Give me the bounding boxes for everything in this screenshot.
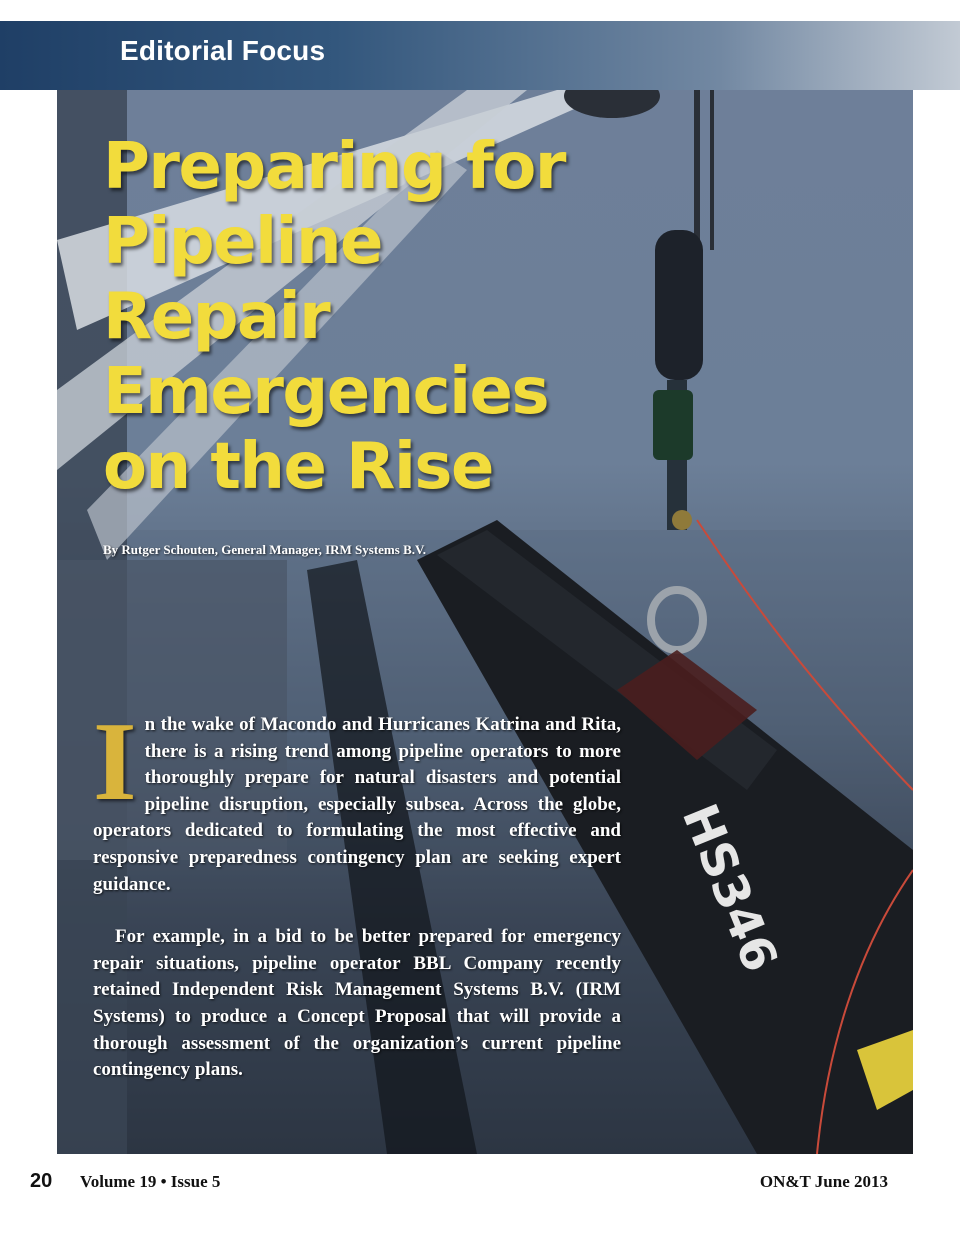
cover-photo [57, 90, 913, 1154]
article-title [103, 130, 565, 505]
volume-issue: Volume 19 • Issue 5 [80, 1172, 221, 1191]
title-line: Pipeline [103, 205, 382, 279]
section-title: Editorial Focus [120, 35, 326, 66]
byline: By Rutger Schouten, General Manager, IRM Systems B.V. [103, 542, 426, 557]
paragraph-2: For example, in a bid to be better prepared for emergency repair situations, pipeline operator BBL Company recently retained Independent Risk Management Systems B.V. (IRM Systems) to produce a Concept Proposal that will provide a thorough assessment of the organization’s current pipeline contingency plans. [93, 926, 621, 1081]
title-line: Preparing for [103, 130, 565, 204]
title-line: Repair [103, 280, 330, 354]
drop-cap: I [93, 700, 137, 824]
paragraph-1 [93, 700, 621, 898]
page-number: 20 [30, 1170, 53, 1192]
pipe-marking: HS346 [670, 796, 789, 980]
title-line: Emergencies [103, 355, 549, 429]
article-body [93, 700, 621, 1084]
title-line: on the Rise [103, 430, 493, 504]
section-banner [0, 21, 960, 90]
paragraph-1-text: n the wake of Macondo and Hurricanes Katrina and Rita, there is a rising trend among pipeline operators to more thoroughly prepare for natural disasters and potential pipeline disruption, especially subsea. Across the globe, operators dedicated to formulating the most effective and responsive preparedness contingency plan are seeking expert guidance. [93, 714, 621, 895]
publication-date: ON&T June 2013 [759, 1172, 888, 1191]
